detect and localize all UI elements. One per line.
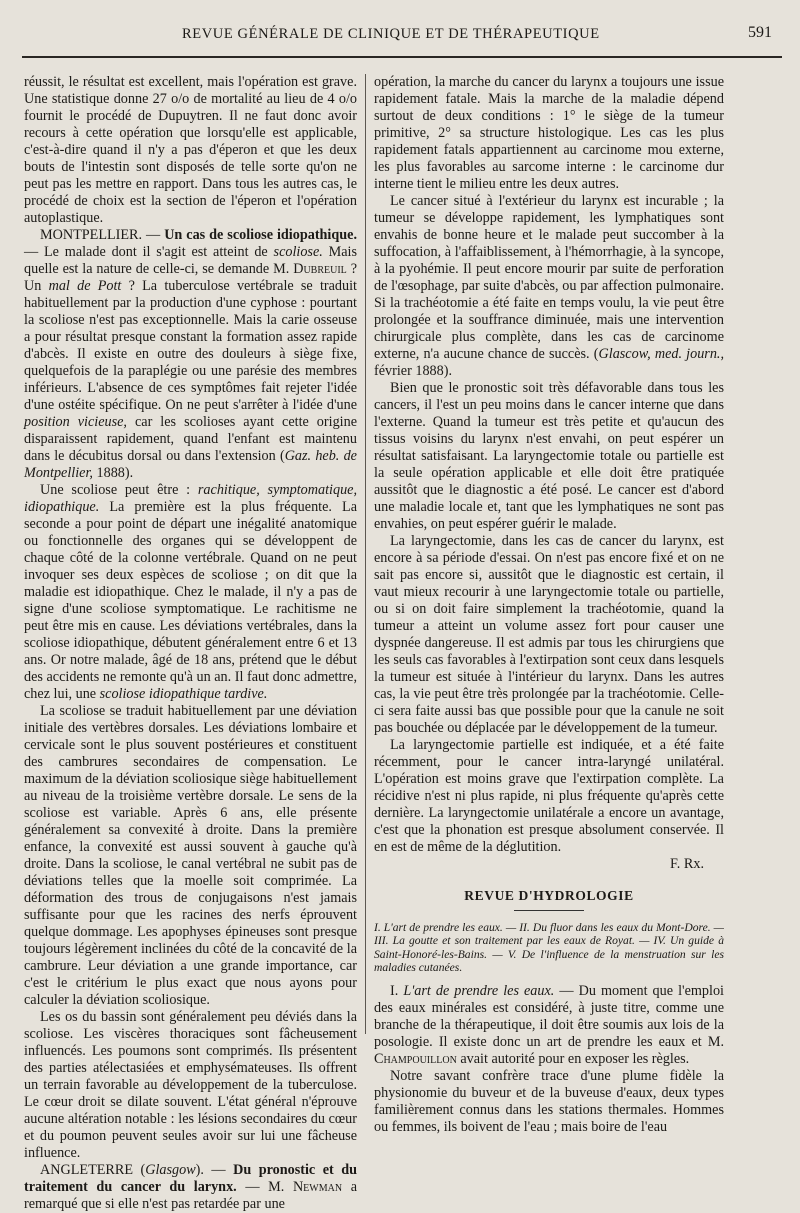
author-name: Dubreuil [293, 261, 347, 277]
article-title: Un cas de scoliose idiopathique. [164, 227, 357, 243]
paragraph: réussit, le résultat est excellent, mais l'opération est grave. Une statistique donne 27 o/o de mortalité au lieu de 4 o/o fournit le procédé de Dupuytren. Il ne faut donc avoir recours à cette opération que lorsqu'elle est applicable, c'est-à-dire quand il n'y a pas d'éperon et que les deux bouts de l'intestin sont disposés de telle sorte qu'on ne peut pas les mettre en rapport. Dans tous les autres cas, le procédé de choix est la section de l'éperon et l'opération autoplastique. [24, 74, 357, 226]
paragraph: La laryngectomie partielle est indiquée, et a été faite récemment, pour le cancer intra-laryngé unilatéral. L'opération est moins grave que l'extirpation complète. La récidive n'est ni plus rapide, ni plus fréquente qu'après cette dernière. La laryngectomie unilatérale a encore un avantage, c'est que la phonation est presque absolument conservée. Il en est de même de la déglutition. [374, 737, 724, 855]
article-location: ANGLETERRE ( [40, 1162, 146, 1178]
paragraph: opération, la marche du cancer du larynx a toujours une issue rapidement fatale. Mais la marche de la maladie dépend surtout de deux conditions : 1° le siège de la tumeur primitive, 2° sa structure histologique. Les cas les plus rapidement fatals appartiennent au carcinome mou externe, les plus favorables au sarcome interne : le carcinome dur interne tient le milieu entre les deux autres. [374, 74, 724, 192]
article-montpellier: MONTPELLIER. — Un cas de scoliose idiopathique. — Le malade dont il s'agit est atteint de scoliose. Mais quelle est la nature de celle-ci, se demande M. Dubreuil ? Un mal de Pott ? La tuberculose vertébrale se traduit habituellement par la production d'une cyphose : pourtant la scoliose n'est pas exceptionnelle. Mais la carie osseuse a pour résultat presque constant la formation assez rapide d'abcès. Il existe en outre des douleurs à siège fixe, quelquefois de la paraplégie ou une parésie des membres inférieurs. L'absence de ces symptômes fait rejeter l'idée d'une ostéite spécifique. On ne peut s'arrêter à l'idée d'une position vicieuse, car les scolioses ayant cette origine disparaissent rapidement, quand l'enfant est maintenu dans le décubitus dorsal ou dans l'extension (Gaz. heb. de Montpellier, 1888). [24, 227, 358, 481]
left-column [24, 74, 357, 1213]
article-angleterre: ANGLETERRE (Glasgow). — Du pronostic et du traitement du cancer du larynx. — M. Newman a remarqué que si elle n'est pas retardée par une [24, 1162, 358, 1212]
subsection-title: L'art de prendre les eaux. [403, 982, 555, 999]
page-header [22, 24, 772, 46]
author-name: Newman [292, 1179, 343, 1195]
section-summary: I. L'art de prendre les eaux. — II. Du fluor dans les eaux du Mont-Dore. — III. La goutte et son traitement par les eaux de Royat. — IV. Un guide à Saint-Honoré-les-Bains. — V. De l'influence de la menstruation sur les maladies cutanées. [374, 921, 724, 975]
article-title: Du pronostic et du traitement du cancer du larynx. [24, 1162, 357, 1195]
article-location: MONTPELLIER. — [40, 227, 161, 243]
section-rule [514, 910, 584, 911]
paragraph: Le cancer situé à l'extérieur du larynx est incurable ; la tumeur se développe rapidement, les lymphatiques sont envahis de bonne heure et le malade peut succomber à la suffocation, à l'affaiblissement, à l'hémorrhagie, à la syncope, à la pyohémie. Il peut encore mourir par suite de perforation de l'œsophage, par suite d'abcès, ou par affection pulmonaire. Si la trachéotomie a été faite en temps voulu, la vie peut être prolongée et la souffrance diminuée, mais une intervention chirurgicale plus complète, dans les cas de carcinome externe, n'a aucune chance de succès. (Glascow, med. journ., février 1888). [374, 193, 725, 379]
paragraph: I. L'art de prendre les eaux. — Du moment que l'emploi des eaux minérales est considéré, à juste titre, comme une branche de la thérapeutique, il doit être soumis aux lois de la posologie. Il existe donc un art de prendre les eaux et M. Champouillon avait autorité pour en exposer les règles. [374, 982, 724, 1067]
citation: Glascow, med. journ., [598, 346, 725, 362]
citation: Gaz. heb. de Montpellier, [24, 448, 357, 481]
paragraph: Une scoliose peut être : rachitique, symptomatique, idiopathique. La première est la plus fréquente. La seconde a pour point de départ une inégalité anatomique ou fonctionnelle des organes qui se développent de chaque côté de la colonne vertébrale. Quand on ne peut invoquer ses deux espèces de scoliose ; on dit que la maladie est idiopathique. Chez le malade, il n'y a pas de signe d'une scoliose symptomatique. Le rachitisme ne peut être mis en cause. Les déviations vertébrales, dans la scoliose idiopathique, débutent généralement entre 6 et 13 ans. Or notre malade, âgé de 18 ans, prétend que le début des accidents ne remonte qu'à un an. Il faut donc admettre, chez lui, une scoliose idiopathique tardive. [24, 482, 358, 702]
paragraph: La scoliose se traduit habituellement par une déviation initiale des vertèbres dorsales. Les déviations lombaire et cervicale sont le plus souvent postérieures et constituent des cambrures secondaires de compensation. Le maximum de la déviation scoliosique siège habituellement au niveau de la troisième vertèbre dorsale. Le sens de la scoliose est variable. Après 6 ans, elle présente généralement sa convexité à droite. Dans la première enfance, la convexité est aussi souvent à gauche qu'à droite. Dans la scoliose, le canal vertébral ne subit pas de déviations telles que la moelle soit comprimée. La déformation des trous de conjugaisons n'est jamais suffisante pour que les racines des nerfs éprouvent quelque dommage. Les apophyses épineuses sont presque toujours légèrement inclinées du côté de la concavité de la cambrure. Leur déviation a une grande importance, car c'est le critérium le plus exact que nous ayons pour calculer la déviation scoliosique. [24, 703, 357, 1008]
page-number: 591 [748, 24, 772, 41]
paragraph: La laryngectomie, dans les cas de cancer du larynx, est encore à sa période d'essai. On n'est pas encore fixé et on ne sait pas encore si, aussitôt que le diagnostic est certain, il vaut mieux recourir à une laryngectomie totale ou partielle, ou si on doit faire simplement la trachéotomie, quand la tumeur a atteint un volume assez fort pour causer une dyspnée dangereuse. Il est admis par tous les chirurgiens que les seuls cas favorables à l'extirpation sont ceux dans lesquels la tumeur est située à l'intérieur du larynx. Dans les autres cas, la vie peut être très prolongée par la trachéotomie. Celle-ci sera faite aussi bas que possible pour que la canule ne soit pas bouchée ou déplacée par le développement de la tumeur. [374, 533, 724, 736]
section-title: REVUE D'HYDROLOGIE [464, 888, 634, 903]
paragraph: Les os du bassin sont généralement peu déviés dans la scoliose. Les viscères thoraciques sont fâcheusement influencés. Les poumons sont comprimés. Ils présentent des parties atélectasiées et emphysémateuses. Ils offrent un terrain favorable au développement de la tuberculose. Le cœur droit se dilate souvent. L'état général n'éprouve aucune altération notable : les lésions secondaires du cœur et du poumon peuvent seules avoir sur lui une fâcheuse influence. [24, 1009, 357, 1161]
right-column [374, 74, 724, 1136]
column-divider [365, 74, 366, 1034]
running-title: REVUE GÉNÉRALE DE CLINIQUE ET DE THÉRAPEUTIQUE [182, 26, 600, 42]
header-rule [22, 56, 782, 58]
author-name: Champouillon [374, 1050, 457, 1067]
paragraph: Notre savant confrère trace d'une plume fidèle la physionomie du buveur et de la buveuse d'eaux, deux types familièrement connus dans les stations thermales. Hommes ou femmes, ils boivent de l'eau ; mais boire de l'eau [374, 1067, 724, 1135]
signature: F. Rx. [670, 856, 704, 872]
paragraph: Bien que le pronostic soit très défavorable dans tous les cancers, il l'est un peu moins dans le cancer interne que dans l'externe. Quand la tumeur est très petite et qu'aucun des tissus voisins du larynx n'est envahi, on peut espérer un résultat satisfaisant. La laryngectomie totale ou partielle est la seule opération applicable et elle doit être pratiquée aussitôt que le diagnostic a été posé. Le cancer est d'abord une maladie locale et, tant que les lymphatiques ne sont pas envahies, on peut espérer guérir le malade. [374, 380, 724, 532]
